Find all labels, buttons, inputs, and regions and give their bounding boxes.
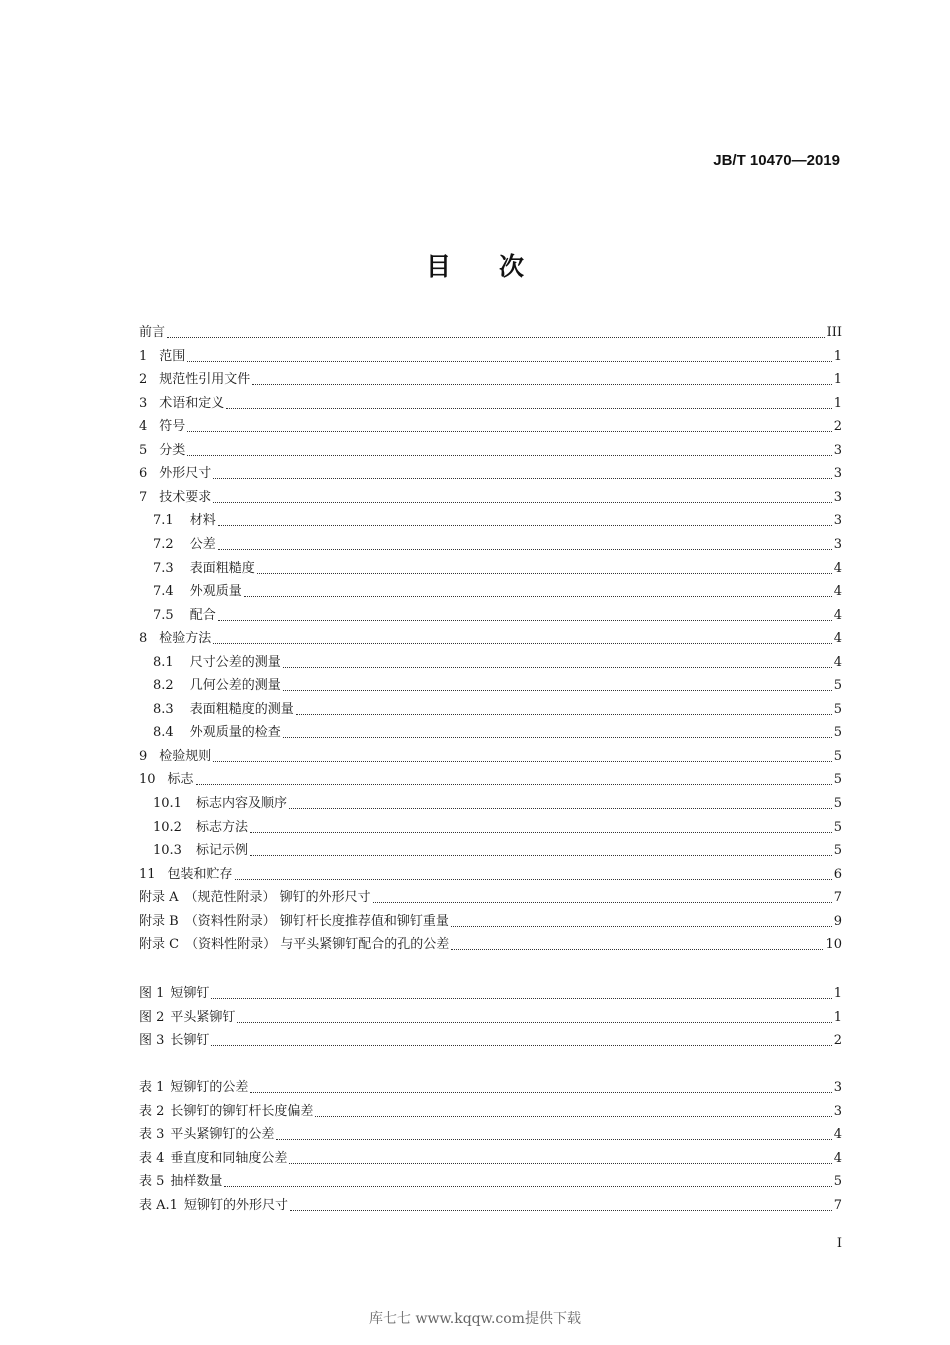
dot-leader xyxy=(224,1185,831,1187)
dot-leader xyxy=(451,948,823,950)
dot-leader xyxy=(196,783,832,785)
toc-entry[interactable] xyxy=(139,864,842,884)
entry-title: 规范性引用文件 xyxy=(159,372,251,388)
dot-leader xyxy=(283,689,832,691)
dot-leader xyxy=(218,524,832,526)
entry-title: 范围 xyxy=(159,348,186,364)
toc-entry[interactable] xyxy=(139,699,842,719)
toc-entry[interactable] xyxy=(139,581,842,601)
entry-number: 3 xyxy=(139,395,148,411)
entry-title: 表面粗糙度 xyxy=(189,560,255,576)
entry-page-number: 3 xyxy=(833,536,842,552)
entry-number: 图 3 xyxy=(139,1033,165,1049)
entry-page-number: 10 xyxy=(825,937,842,953)
entry-number: 8.3 xyxy=(153,701,174,717)
entry-page-number: 3 xyxy=(833,442,842,458)
entry-page-number: 5 xyxy=(833,819,842,835)
dot-leader xyxy=(167,336,825,338)
entry-title: 检验方法 xyxy=(159,631,212,647)
dot-leader xyxy=(283,666,832,668)
dot-leader xyxy=(213,501,831,503)
dot-leader xyxy=(211,997,831,999)
toc-entry[interactable] xyxy=(139,675,842,695)
watermark-text: 库七七 www.kqqw.com提供下载 xyxy=(369,1311,581,1327)
dot-leader xyxy=(213,760,831,762)
entry-page-number: III xyxy=(826,325,842,340)
toc-entry[interactable] xyxy=(139,934,842,954)
table-entry[interactable] xyxy=(139,1171,842,1191)
table-entry[interactable] xyxy=(139,1124,842,1144)
entry-title: 技术要求 xyxy=(159,489,212,505)
entry-number: 10.1 xyxy=(153,796,182,811)
entry-number: 4 xyxy=(139,419,148,435)
entry-number: 8.2 xyxy=(153,678,174,694)
entry-title: （规范性附录） 铆钉的外形尺寸 xyxy=(184,890,371,906)
toc-entry[interactable] xyxy=(139,510,842,530)
entry-page-number: 1 xyxy=(833,395,842,411)
entry-page-number: 5 xyxy=(833,1174,842,1190)
dot-leader xyxy=(213,642,831,644)
entry-title: 长铆钉 xyxy=(170,1033,210,1049)
entry-page-number: 5 xyxy=(833,796,842,811)
toc-entry[interactable] xyxy=(139,746,842,766)
dot-leader xyxy=(226,407,831,409)
entry-page-number: 4 xyxy=(833,1150,842,1166)
entry-page-number: 4 xyxy=(833,1127,842,1143)
entry-title: 配合 xyxy=(189,607,216,623)
entry-title: 几何公差的测量 xyxy=(189,678,281,694)
entry-title: 包装和贮存 xyxy=(167,866,233,882)
entry-page-number: 2 xyxy=(833,1033,842,1049)
toc-entry[interactable] xyxy=(139,416,842,436)
toc-entry[interactable] xyxy=(139,628,842,648)
entry-page-number: 3 xyxy=(833,513,842,529)
toc-entry[interactable] xyxy=(139,369,842,389)
table-entry[interactable] xyxy=(139,1101,842,1121)
entry-title: 术语和定义 xyxy=(159,395,225,411)
entry-page-number: 4 xyxy=(833,631,842,647)
entry-page-number: 1 xyxy=(833,348,842,364)
entry-page-number: 6 xyxy=(833,866,842,882)
entry-page-number: 4 xyxy=(833,560,842,576)
dot-leader xyxy=(296,713,832,715)
entry-number: 6 xyxy=(139,466,148,482)
entry-page-number: 9 xyxy=(833,913,842,929)
entry-page-number: 7 xyxy=(833,890,842,906)
figure-entry[interactable] xyxy=(139,1007,842,1027)
entry-title: 短铆钉的公差 xyxy=(170,1080,249,1095)
figure-entry[interactable] xyxy=(139,983,842,1003)
entry-title: 尺寸公差的测量 xyxy=(189,654,281,670)
toc-entry[interactable] xyxy=(139,534,842,554)
dot-leader xyxy=(218,548,832,550)
entry-number: 1 xyxy=(139,348,148,364)
toc-entry[interactable] xyxy=(139,346,842,366)
entry-title: 标志内容及顺序 xyxy=(195,796,287,811)
table-entry[interactable] xyxy=(139,1148,842,1168)
entry-title: 短铆钉的外形尺寸 xyxy=(183,1197,288,1213)
toc-entry[interactable] xyxy=(139,652,842,672)
entry-number: 7.5 xyxy=(153,607,174,623)
entry-title: （资料性附录） 铆钉杆长度推荐值和铆钉重量 xyxy=(184,913,449,929)
toc-entry[interactable] xyxy=(139,722,842,742)
entry-page-number: 4 xyxy=(833,654,842,670)
figure-entry[interactable] xyxy=(139,1030,842,1050)
dot-leader xyxy=(283,736,832,738)
entry-title: 抽样数量 xyxy=(170,1174,223,1190)
dot-leader xyxy=(250,854,832,856)
dot-leader xyxy=(211,1044,831,1046)
entry-number: 5 xyxy=(139,442,148,458)
entry-page-number: 1 xyxy=(833,986,842,1001)
entry-number: 9 xyxy=(139,748,148,764)
dot-leader xyxy=(235,878,832,880)
entry-number: 8.4 xyxy=(153,725,174,741)
entry-title: 符号 xyxy=(159,419,186,435)
toc-entry[interactable] xyxy=(139,605,842,625)
entry-title: 长铆钉的铆钉杆长度偏差 xyxy=(170,1103,314,1119)
toc-entry[interactable] xyxy=(139,793,842,813)
dot-leader xyxy=(187,430,831,432)
entry-number: 图 1 xyxy=(139,986,165,1001)
toc-entry[interactable] xyxy=(139,769,842,789)
dot-leader xyxy=(451,925,832,927)
entry-number: 2 xyxy=(139,372,148,388)
entry-number: 表 2 xyxy=(139,1103,165,1119)
entry-title: 垂直度和同轴度公差 xyxy=(170,1150,288,1166)
dot-leader xyxy=(237,1021,831,1023)
entry-title: （资料性附录） 与平头紧铆钉配合的孔的公差 xyxy=(185,937,450,953)
dot-leader xyxy=(187,360,831,362)
entry-number: 10 xyxy=(139,772,156,788)
entry-title: 公差 xyxy=(189,536,216,552)
entry-title: 平头紧铆钉 xyxy=(170,1009,236,1025)
toc-entry[interactable] xyxy=(139,463,842,483)
entry-title: 材料 xyxy=(189,513,216,529)
entry-title: 短铆钉 xyxy=(170,986,210,1001)
entry-page-number: 5 xyxy=(833,725,842,741)
entry-number: 附录 A xyxy=(139,890,179,906)
entry-number: 10.2 xyxy=(153,819,182,835)
dot-leader xyxy=(257,572,832,574)
page-title: 目次 xyxy=(425,252,572,281)
entry-title: 分类 xyxy=(159,442,186,458)
entry-page-number: 5 xyxy=(833,748,842,764)
dot-leader xyxy=(252,383,831,385)
dot-leader xyxy=(289,807,832,809)
entry-title: 标志方法 xyxy=(195,819,248,835)
entry-number: 10.3 xyxy=(153,843,182,859)
entry-number: 表 A.1 xyxy=(139,1197,178,1213)
entry-page-number: 2 xyxy=(833,419,842,435)
toc-entry[interactable] xyxy=(139,840,842,860)
toc-entry[interactable] xyxy=(139,393,842,413)
standard-code: JB/T 10470—2019 xyxy=(713,152,840,169)
entry-number: 图 2 xyxy=(139,1009,165,1025)
entry-page-number: 1 xyxy=(833,372,842,388)
entry-number: 7.4 xyxy=(153,584,174,600)
toc-entry[interactable] xyxy=(139,322,842,342)
entry-number: 7.3 xyxy=(153,560,174,576)
toc-entry[interactable] xyxy=(139,911,842,931)
toc-entry[interactable] xyxy=(139,817,842,837)
entry-number: 7.1 xyxy=(153,513,174,529)
dot-leader xyxy=(218,619,832,621)
entry-number: 表 3 xyxy=(139,1127,165,1143)
dot-leader xyxy=(373,901,832,903)
entry-page-number: 5 xyxy=(833,772,842,788)
table-entry[interactable] xyxy=(139,1195,842,1215)
entry-title: 外观质量的检查 xyxy=(189,725,281,741)
entry-number: 表 4 xyxy=(139,1150,165,1166)
entry-number: 11 xyxy=(139,866,156,882)
entry-page-number: 3 xyxy=(833,466,842,482)
entry-page-number: 5 xyxy=(833,678,842,694)
toc-entry[interactable] xyxy=(139,487,842,507)
toc-entry[interactable] xyxy=(139,558,842,578)
entry-page-number: 3 xyxy=(833,489,842,505)
entry-number: 附录 C xyxy=(139,937,180,953)
entry-page-number: 3 xyxy=(833,1103,842,1119)
entry-title: 平头紧铆钉的公差 xyxy=(170,1127,275,1143)
entry-page-number: 7 xyxy=(833,1197,842,1213)
dot-leader xyxy=(244,595,832,597)
entry-title: 外观质量 xyxy=(189,584,242,600)
dot-leader xyxy=(290,1209,832,1211)
dot-leader xyxy=(315,1115,831,1117)
entry-page-number: 5 xyxy=(833,843,842,859)
entry-number: 8.1 xyxy=(153,654,174,670)
entry-page-number: 5 xyxy=(833,701,842,717)
entry-title: 标记示例 xyxy=(195,843,248,859)
page-number: I xyxy=(836,1236,842,1251)
entry-title: 检验规则 xyxy=(159,748,212,764)
entry-number: 8 xyxy=(139,631,148,647)
entry-number: 附录 B xyxy=(139,913,179,929)
dot-leader xyxy=(187,454,831,456)
dot-leader xyxy=(213,477,831,479)
entry-page-number: 4 xyxy=(833,584,842,600)
entry-page-number: 1 xyxy=(833,1009,842,1025)
entry-title: 前言 xyxy=(139,325,166,340)
entry-page-number: 3 xyxy=(833,1080,842,1095)
entry-title: 标志 xyxy=(167,772,194,788)
toc-entry[interactable] xyxy=(139,887,842,907)
entry-title: 外形尺寸 xyxy=(159,466,212,482)
entry-number: 表 5 xyxy=(139,1174,165,1190)
toc-entry[interactable] xyxy=(139,440,842,460)
entry-number: 7.2 xyxy=(153,536,174,552)
entry-title: 表面粗糙度的测量 xyxy=(189,701,294,717)
entry-number: 7 xyxy=(139,489,148,505)
dot-leader xyxy=(250,1091,831,1093)
entry-number: 表 1 xyxy=(139,1080,165,1095)
dot-leader xyxy=(250,831,832,833)
dot-leader xyxy=(289,1162,831,1164)
entry-page-number: 4 xyxy=(833,607,842,623)
dot-leader xyxy=(276,1138,831,1140)
table-entry[interactable] xyxy=(139,1077,842,1097)
